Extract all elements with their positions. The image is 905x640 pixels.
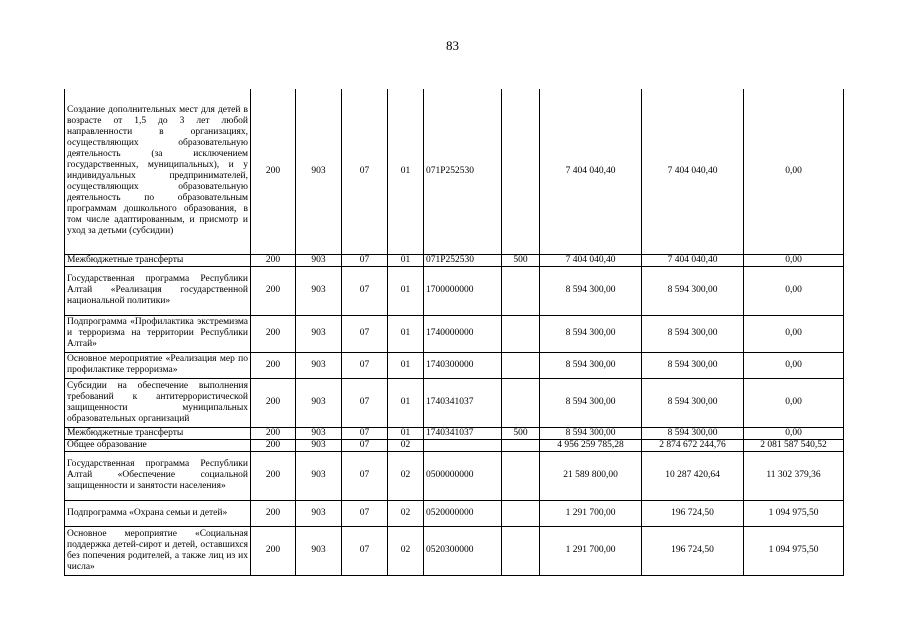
row-name: Межбюджетные трансферты (65, 254, 251, 266)
cell-c2: 903 (296, 266, 342, 315)
cell-c4: 02 (388, 451, 424, 500)
cell-vr (502, 352, 540, 378)
cell-c1: 200 (251, 439, 296, 451)
cell-c3: 07 (342, 451, 388, 500)
cell-c3: 07 (342, 89, 388, 254)
table-row (65, 352, 844, 378)
cell-c2: 903 (296, 254, 342, 266)
cell-vr (502, 89, 540, 254)
cell-code: 071P252530 (424, 89, 502, 254)
cell-code: 071P252530 (424, 254, 502, 266)
cell-sum-1: 8 594 300,00 (540, 266, 642, 315)
cell-sum-3: 0,00 (744, 315, 844, 352)
page-number: 83 (446, 38, 459, 53)
cell-code: 0520000000 (424, 500, 502, 526)
table-row (65, 254, 844, 266)
cell-vr (502, 315, 540, 352)
cell-code: 1740000000 (424, 315, 502, 352)
cell-sum-1: 21 589 800,00 (540, 451, 642, 500)
cell-c3: 07 (342, 352, 388, 378)
table-row (65, 427, 844, 439)
cell-sum-2: 196 724,50 (642, 500, 744, 526)
budget-table (64, 89, 844, 576)
cell-sum-2: 8 594 300,00 (642, 315, 744, 352)
cell-c3: 07 (342, 427, 388, 439)
cell-sum-2: 8 594 300,00 (642, 352, 744, 378)
table-row (65, 266, 844, 315)
cell-sum-2: 7 404 040,40 (642, 89, 744, 254)
cell-vr: 500 (502, 254, 540, 266)
cell-code: 1700000000 (424, 266, 502, 315)
cell-code: 1740341037 (424, 378, 502, 427)
row-name: Основное мероприятие «Социальная поддержка детей-сирот и детей, оставшихся без попечения родителей, а также лиц из их числа» (65, 526, 251, 575)
cell-c4: 02 (388, 526, 424, 575)
cell-c4: 01 (388, 378, 424, 427)
cell-c1: 200 (251, 89, 296, 254)
table-row (65, 451, 844, 500)
table-row (65, 439, 844, 451)
cell-code: 0500000000 (424, 451, 502, 500)
cell-sum-2: 8 594 300,00 (642, 378, 744, 427)
cell-sum-1: 1 291 700,00 (540, 526, 642, 575)
cell-c3: 07 (342, 315, 388, 352)
cell-sum-3: 0,00 (744, 266, 844, 315)
cell-c2: 903 (296, 500, 342, 526)
cell-code (424, 439, 502, 451)
cell-c4: 01 (388, 315, 424, 352)
cell-sum-2: 8 594 300,00 (642, 427, 744, 439)
cell-c4: 02 (388, 500, 424, 526)
cell-c2: 903 (296, 439, 342, 451)
row-name: Общее образование (65, 439, 251, 451)
cell-c1: 200 (251, 526, 296, 575)
cell-c2: 903 (296, 315, 342, 352)
cell-c4: 01 (388, 254, 424, 266)
cell-c3: 07 (342, 266, 388, 315)
cell-sum-3: 1 094 975,50 (744, 526, 844, 575)
cell-sum-1: 8 594 300,00 (540, 352, 642, 378)
cell-sum-2: 7 404 040,40 (642, 254, 744, 266)
cell-c1: 200 (251, 254, 296, 266)
cell-c4: 01 (388, 266, 424, 315)
cell-sum-1: 8 594 300,00 (540, 315, 642, 352)
cell-sum-3: 11 302 379,36 (744, 451, 844, 500)
cell-c2: 903 (296, 89, 342, 254)
cell-sum-3: 0,00 (744, 378, 844, 427)
cell-c4: 02 (388, 439, 424, 451)
row-name: Создание дополнительных мест для детей в возрасте от 1,5 до 3 лет любой направленности в организациях, осуществляющих образовательную деятельность (за исключением государственных, муниципальных), и у индивидуальных предпринимателей, осуществляющих образовательную деятельность по образовательным программам дошкольного образования, в том числе адаптированным, и присмотр и уход за детьми (субсидии) (65, 89, 251, 254)
cell-vr: 500 (502, 427, 540, 439)
cell-c2: 903 (296, 427, 342, 439)
cell-c1: 200 (251, 451, 296, 500)
cell-code: 1740341037 (424, 427, 502, 439)
cell-c4: 01 (388, 352, 424, 378)
row-name: Межбюджетные трансферты (65, 427, 251, 439)
cell-c3: 07 (342, 526, 388, 575)
cell-sum-2: 196 724,50 (642, 526, 744, 575)
cell-sum-2: 2 874 672 244,76 (642, 439, 744, 451)
cell-sum-1: 4 956 259 785,28 (540, 439, 642, 451)
cell-c1: 200 (251, 427, 296, 439)
row-name: Подпрограмма «Профилактика экстремизма и терроризма на территории Республики Алтай» (65, 315, 251, 352)
cell-code: 0520300000 (424, 526, 502, 575)
cell-c1: 200 (251, 266, 296, 315)
row-name: Государственная программа Республики Алтай «Обеспечение социальной защищенности и занятости населения» (65, 451, 251, 500)
cell-sum-3: 1 094 975,50 (744, 500, 844, 526)
cell-c2: 903 (296, 352, 342, 378)
cell-c2: 903 (296, 451, 342, 500)
cell-vr (502, 266, 540, 315)
table-row (65, 378, 844, 427)
table-row (65, 315, 844, 352)
cell-sum-1: 8 594 300,00 (540, 378, 642, 427)
cell-vr (502, 451, 540, 500)
cell-sum-1: 1 291 700,00 (540, 500, 642, 526)
cell-sum-3: 0,00 (744, 89, 844, 254)
cell-c4: 01 (388, 89, 424, 254)
cell-c1: 200 (251, 315, 296, 352)
cell-sum-2: 10 287 420,64 (642, 451, 744, 500)
cell-sum-1: 7 404 040,40 (540, 254, 642, 266)
cell-c3: 07 (342, 439, 388, 451)
cell-c4: 01 (388, 427, 424, 439)
cell-sum-1: 7 404 040,40 (540, 89, 642, 254)
cell-vr (502, 378, 540, 427)
cell-c3: 07 (342, 378, 388, 427)
cell-vr (502, 500, 540, 526)
cell-vr (502, 526, 540, 575)
cell-c3: 07 (342, 500, 388, 526)
table-row (65, 526, 844, 575)
row-name: Основное мероприятие «Реализация мер по профилактике терроризма» (65, 352, 251, 378)
cell-sum-1: 8 594 300,00 (540, 427, 642, 439)
cell-c3: 07 (342, 254, 388, 266)
row-name: Подпрограмма «Охрана семьи и детей» (65, 500, 251, 526)
cell-c1: 200 (251, 500, 296, 526)
cell-c2: 903 (296, 526, 342, 575)
cell-sum-3: 0,00 (744, 352, 844, 378)
cell-c2: 903 (296, 378, 342, 427)
cell-code: 1740300000 (424, 352, 502, 378)
row-name: Субсидии на обеспечение выполнения требований к антитеррористической защищенности муниципальных образовательных организаций (65, 378, 251, 427)
cell-sum-2: 8 594 300,00 (642, 266, 744, 315)
cell-sum-3: 2 081 587 540,52 (744, 439, 844, 451)
cell-c1: 200 (251, 378, 296, 427)
row-name: Государственная программа Республики Алтай «Реализация государственной национальной политики» (65, 266, 251, 315)
cell-vr (502, 439, 540, 451)
cell-sum-3: 0,00 (744, 254, 844, 266)
table-row (65, 500, 844, 526)
cell-c1: 200 (251, 352, 296, 378)
table-row (65, 89, 844, 254)
cell-sum-3: 0,00 (744, 427, 844, 439)
